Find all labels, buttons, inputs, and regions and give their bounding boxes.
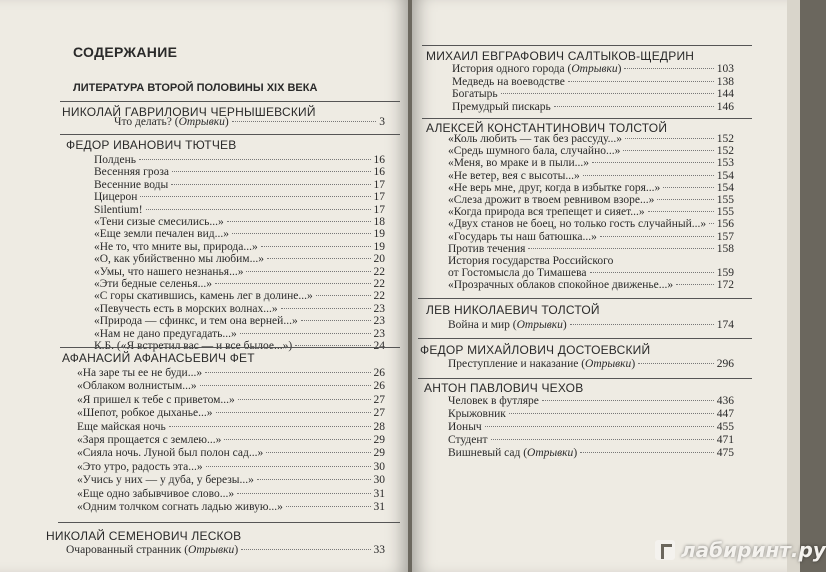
entry-title-text: «Сияла ночь. Луной был полон сад...»: [77, 447, 264, 460]
page-number: 22: [373, 290, 385, 303]
entry-title: [77, 473, 254, 487]
entry-title-text: от Гостомысла до Тимашева: [448, 267, 587, 280]
toc-entry[interactable]: [77, 393, 385, 407]
page-number: 23: [373, 327, 385, 340]
page-number: 16: [373, 154, 385, 166]
toc-entry[interactable]: [77, 379, 385, 393]
leader-dots: [485, 426, 714, 427]
divider: [422, 118, 752, 119]
entry-title: [448, 433, 488, 447]
leader-dots: [257, 479, 371, 480]
leader-dots: [281, 308, 371, 309]
toc-entry[interactable]: [77, 446, 385, 460]
page-number: 447: [716, 408, 734, 420]
leader-dots: [648, 211, 714, 212]
page-number: 18: [373, 216, 385, 228]
leader-dots: [709, 223, 714, 224]
leader-dots: [676, 284, 714, 285]
toc-entry[interactable]: [77, 406, 385, 420]
leader-dots: [509, 413, 714, 414]
entry-title: [448, 357, 635, 371]
entry-title-text: «Это утро, радость эта...»: [77, 460, 203, 473]
page-number: 144: [716, 88, 734, 100]
entry-title-text: Война и мир (: [448, 319, 517, 331]
entry-title: [77, 366, 202, 380]
entry-title-text: «Я пришел к тебе с приветом...»: [77, 393, 235, 406]
entry-title-text: К.Б. («Я встретил вас — и все былое...»): [94, 340, 293, 352]
page-number: 475: [716, 447, 734, 459]
toc-entry[interactable]: [114, 115, 385, 129]
leader-dots: [216, 412, 371, 413]
divider: [60, 347, 400, 348]
leader-dots: [200, 385, 371, 386]
toc-entry[interactable]: [452, 100, 734, 114]
toc-title: СОДЕРЖАНИЕ: [73, 44, 178, 60]
author-leskov: НИКОЛАЙ СЕМЕНОВИЧ ЛЕСКОВ: [46, 529, 242, 543]
entry-title: [77, 487, 234, 501]
entry-title-text: «С горы скатившись, камень лег в долине...»: [94, 290, 313, 303]
divider: [60, 134, 400, 135]
page-number: 22: [373, 278, 385, 290]
entry-title-text: Очарованный странник (: [66, 544, 189, 556]
toc-entry[interactable]: [77, 433, 385, 447]
leader-dots: [528, 248, 713, 249]
leader-dots: [169, 426, 371, 427]
entry-title-text: Цицерон: [94, 191, 138, 204]
leader-dots: [625, 138, 714, 139]
leader-dots: [491, 439, 714, 440]
author-dostoevsky: ФЕДОР МИХАЙЛОВИЧ ДОСТОЕВСКИЙ: [420, 343, 651, 357]
entry-title-text: «На заре ты ее не буди...»: [77, 367, 203, 379]
leader-dots: [232, 233, 371, 234]
divider: [58, 522, 400, 523]
page-number: 154: [716, 181, 734, 194]
entry-title: [448, 394, 539, 408]
page-edges: [787, 0, 800, 572]
entry-title: [77, 446, 263, 460]
page-number: 19: [373, 228, 385, 241]
page-number: 33: [373, 544, 385, 556]
entry-title: [448, 318, 567, 332]
entry-title: [448, 420, 482, 434]
left-page: [0, 0, 408, 572]
author-tolstoy-ln: ЛЕВ НИКОЛАЕВИЧ ТОЛСТОЙ: [426, 303, 600, 317]
entry-title: [77, 379, 197, 393]
page-number: 23: [373, 302, 385, 315]
entry-title-text: «Когда природа вся трепещет и сияет...»: [448, 206, 645, 219]
entry-subtitle: Отрывки: [178, 116, 225, 128]
entry-title: [77, 393, 235, 407]
entry-title-text: Что делать? (: [114, 116, 179, 128]
entry-paren: ): [573, 447, 578, 459]
leader-dots: [261, 246, 371, 247]
leader-dots: [139, 159, 371, 160]
page-number: 17: [373, 191, 385, 204]
leader-dots: [624, 68, 713, 69]
page-number: 26: [373, 367, 385, 379]
entry-title-text: «Не верь мне, друг, когда в избытке горя...»: [448, 181, 661, 194]
page-number: 455: [716, 421, 734, 433]
leader-dots: [583, 175, 714, 176]
leader-dots: [568, 81, 714, 82]
entry-title-text: Медведь на воеводстве: [452, 75, 565, 88]
page-number: 31: [373, 501, 385, 513]
page-number: 20: [373, 253, 385, 266]
page-number: 159: [716, 267, 734, 280]
page-number: 152: [716, 133, 734, 145]
entry-title-text: Ионыч: [448, 421, 482, 433]
toc-entry[interactable]: [77, 460, 385, 474]
divider: [422, 45, 752, 46]
entry-title-text: Весенние воды: [94, 178, 169, 191]
page-number: 3: [379, 116, 385, 128]
page-number: 24: [373, 340, 385, 352]
author-chekhov: АНТОН ПАВЛОВИЧ ЧЕХОВ: [424, 381, 584, 395]
leader-dots: [205, 372, 370, 373]
page-number: 158: [716, 242, 734, 255]
page-number: 146: [716, 100, 734, 113]
leader-dots: [227, 221, 371, 222]
entry-title-text: «Двух станов не боец, но только гость случайный...»: [448, 218, 707, 231]
leader-dots: [657, 199, 713, 200]
entry-title-text: «Одним толчком согнать ладью живую...»: [77, 501, 283, 513]
leader-dots: [554, 106, 714, 107]
toc-entry[interactable]: [77, 487, 385, 501]
entry-title-text: «Облаком волнистым...»: [77, 380, 197, 393]
entry-title-text: Еще майская ночь: [77, 420, 166, 433]
toc-entry[interactable]: [448, 446, 734, 460]
toc-entry[interactable]: [77, 366, 385, 380]
leader-dots: [580, 452, 714, 453]
leader-dots: [146, 209, 371, 210]
entry-title: [448, 278, 673, 292]
page-number: 26: [373, 380, 385, 393]
page-number: 153: [716, 157, 734, 170]
page-number: 172: [716, 279, 734, 292]
divider: [60, 101, 400, 102]
entry-title-text: «Нам не дано предугадать...»: [94, 327, 237, 340]
entry-title: История государства Российского: [448, 255, 614, 267]
page-number: 29: [373, 447, 385, 460]
entry-title-text: Преступление и наказание (: [448, 358, 586, 370]
page-number: 31: [373, 487, 385, 500]
leader-dots: [286, 506, 371, 507]
entry-title-text: «Заря прощается с землею...»: [77, 434, 222, 446]
entry-title-text: «Прозрачных облаков спокойное движенье...»: [448, 279, 674, 292]
page-number: 30: [373, 460, 385, 473]
leader-dots: [241, 549, 370, 550]
entry-title-text: Крыжовник: [448, 408, 506, 420]
leader-dots: [638, 363, 714, 364]
leader-dots: [206, 466, 371, 467]
leader-dots: [140, 196, 370, 197]
leader-dots: [172, 171, 370, 172]
leader-dots: [570, 324, 714, 325]
author-tyutchev: ФЕДОР ИВАНОВИЧ ТЮТЧЕВ: [66, 138, 237, 152]
toc-entry[interactable]: [77, 420, 385, 434]
entry-paren: ): [234, 544, 239, 556]
toc-entry[interactable]: [77, 500, 385, 514]
toc-entry[interactable]: [448, 357, 734, 371]
page-number: 16: [373, 166, 385, 179]
toc-entry[interactable]: [66, 543, 385, 557]
page-number: 296: [716, 358, 734, 370]
page-number: 152: [716, 145, 734, 158]
entry-subtitle: Отрывки: [516, 319, 563, 331]
section-title: ЛИТЕРАТУРА ВТОРОЙ ПОЛОВИНЫ XIX ВЕКА: [73, 82, 318, 94]
page-number: 436: [716, 395, 734, 407]
leader-dots: [267, 258, 371, 259]
page-number: 471: [716, 434, 734, 446]
toc-entry[interactable]: [448, 318, 734, 332]
leader-dots: [266, 452, 370, 453]
page-number: 154: [716, 169, 734, 182]
entry-title-text: «Певучесть есть в морских волнах...»: [94, 302, 278, 315]
toc-entry[interactable]: [448, 278, 734, 292]
entry-title-text: «Средь шумного бала, случайно...»: [448, 145, 621, 158]
entry-paren: ): [224, 116, 229, 128]
page-number: 29: [373, 434, 385, 446]
leader-dots: [600, 236, 714, 237]
entry-title-text: Вишневый сад (: [448, 447, 528, 459]
entry-title-text: Silentium!: [94, 203, 143, 216]
entry-title: [77, 406, 213, 420]
entry-title-text: «Умы, что нашего незнанья...»: [94, 265, 244, 278]
entry-title-text: «О, как убийственно мы любим...»: [94, 253, 264, 266]
leader-dots: [663, 187, 714, 188]
leader-dots: [232, 121, 377, 122]
entry-title-text: «Государь ты наш батюшка...»: [448, 230, 597, 243]
page-number: 103: [716, 63, 734, 75]
leader-dots: [316, 295, 371, 296]
watermark-text: лабиринт.ру: [681, 538, 826, 562]
entry-title: [77, 420, 166, 434]
leader-dots: [501, 93, 714, 94]
leader-dots: [215, 283, 370, 284]
page-number: 23: [373, 315, 385, 328]
entry-title: [77, 460, 203, 474]
leader-dots: [590, 272, 714, 273]
author-chernyshevsky: НИКОЛАЙ ГАВРИЛОВИЧ ЧЕРНЫШЕВСКИЙ: [62, 105, 316, 119]
page-number: 155: [716, 206, 734, 219]
entry-title: [452, 100, 551, 114]
entry-title-text: Премудрый пискарь: [452, 100, 551, 113]
leader-dots: [224, 439, 370, 440]
entry-title-text: Богатырь: [452, 88, 498, 100]
entry-title-text: «Еще одно забывчивое слово...»: [77, 487, 235, 500]
leader-dots: [246, 271, 370, 272]
entry-title-text: Студент: [448, 434, 488, 446]
entry-title-text: Человек в футляре: [448, 395, 539, 407]
page-number: 28: [373, 420, 385, 433]
author-saltykov: МИХАИЛ ЕВГРАФОВИЧ САЛТЫКОВ-ЩЕДРИН: [426, 49, 695, 63]
leader-dots: [295, 345, 370, 346]
page-number: 156: [716, 218, 734, 231]
leader-dots: [542, 400, 714, 401]
page-number: 27: [373, 393, 385, 406]
author-fet: АФАНАСИЙ АФАНАСЬЕВИЧ ФЕТ: [62, 351, 255, 365]
entry-paren: ): [562, 319, 567, 331]
divider: [418, 338, 752, 339]
entry-title-text: «Слеза дрожит в твоем ревнивом взоре...»: [448, 194, 655, 206]
entry-title-text: «Не ветер, вея с высоты...»: [448, 169, 580, 182]
entry-title-text: «Еще земли печален вид...»: [94, 228, 229, 241]
entry-title: [66, 543, 238, 557]
entry-title-text: «Коль любить — так без рассуду...»: [448, 133, 623, 145]
entry-title: [448, 407, 506, 421]
toc-entry[interactable]: [448, 407, 734, 421]
page-number: 138: [716, 75, 734, 88]
author-tolstoy-ak: АЛЕКСЕЙ КОНСТАНТИНОВИЧ ТОЛСТОЙ: [426, 121, 668, 135]
entry-title: [77, 500, 283, 514]
entry-subtitle: Отрывки: [527, 447, 574, 459]
entry-subtitle: Отрывки: [585, 358, 632, 370]
page-number: 19: [373, 240, 385, 253]
entry-title-text: «Тени сизые смесились...»: [94, 216, 224, 228]
leader-dots: [301, 320, 371, 321]
leader-dots: [171, 184, 370, 185]
page-number: 155: [716, 194, 734, 206]
entry-paren: ): [631, 358, 636, 370]
toc-entry[interactable]: [77, 473, 385, 487]
toc-entry[interactable]: [448, 394, 734, 408]
divider: [418, 298, 752, 299]
entry-title-text: «Меня, во мраке и в пыли...»: [448, 157, 589, 170]
entry-paren: ): [617, 63, 622, 75]
entry-title-text: История одного города (: [452, 63, 572, 75]
entry-title: [448, 446, 577, 460]
leader-dots: [240, 333, 371, 334]
page-number: 27: [373, 407, 385, 420]
page-number: 17: [373, 203, 385, 216]
page-number: 17: [373, 178, 385, 191]
entry-subtitle: Отрывки: [571, 63, 618, 75]
page-number: 157: [716, 230, 734, 243]
labirint-logo-icon: [655, 540, 675, 560]
right-page: [412, 0, 787, 572]
leader-dots: [238, 399, 371, 400]
page-number: 30: [373, 474, 385, 487]
watermark: [655, 538, 826, 562]
leader-dots: [592, 162, 714, 163]
toc-entry[interactable]: [448, 420, 734, 434]
entry-title-text: «Природа — сфинкс, и тем она верней...»: [94, 315, 298, 328]
entry-title: [114, 115, 229, 129]
entry-title: [77, 433, 221, 447]
entry-title-text: «Шепот, робкое дыханье...»: [77, 407, 213, 420]
entry-title-text: «Учись у них — у дуба, у березы...»: [77, 474, 254, 487]
page-number: 22: [373, 265, 385, 278]
leader-dots: [237, 493, 370, 494]
entry-subtitle: Отрывки: [188, 544, 235, 556]
entry-title-text: Полдень: [94, 154, 136, 166]
toc-entry[interactable]: [448, 433, 734, 447]
entry-title-text: «Эти бедные селенья...»: [94, 278, 213, 290]
leader-dots: [623, 150, 713, 151]
entry-title-text: Весенняя гроза: [94, 166, 170, 179]
page-number: 174: [716, 319, 734, 331]
entry-title-text: «Не то, что мните вы, природа...»: [94, 240, 258, 253]
entry-title-text: Против течения: [448, 242, 526, 255]
divider: [418, 378, 752, 379]
